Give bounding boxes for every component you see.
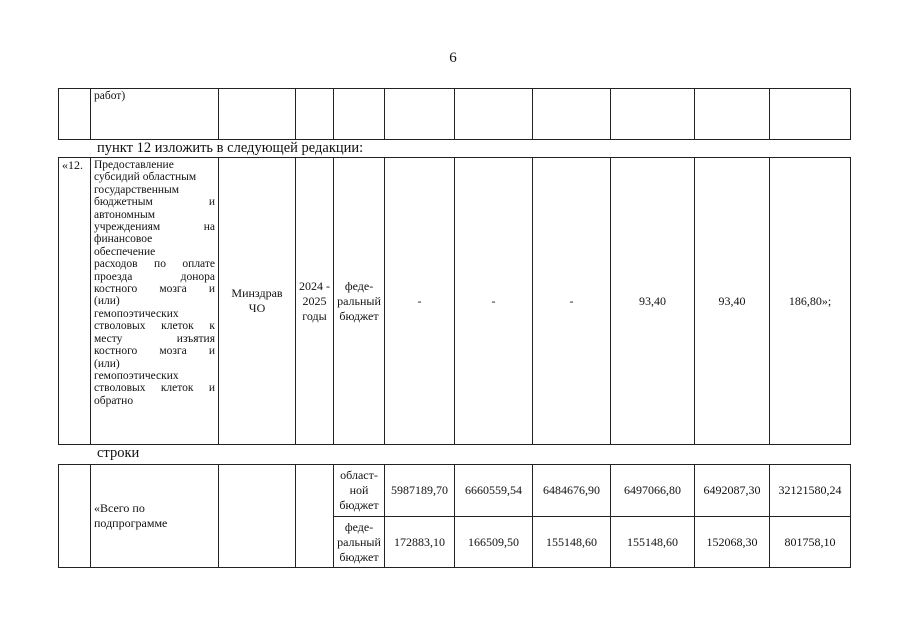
table-cell bbox=[219, 465, 296, 568]
funding-source-cell bbox=[334, 517, 385, 568]
description-line: автономным bbox=[94, 208, 155, 221]
table-cell bbox=[385, 89, 455, 140]
description-line: костного мозга и bbox=[94, 345, 215, 358]
value: 166509,50 bbox=[468, 534, 519, 549]
value: 6492087,30 bbox=[703, 483, 761, 497]
value: 801758,10 bbox=[784, 534, 836, 549]
value: 6484676,90 bbox=[543, 483, 600, 497]
table-cell bbox=[533, 89, 611, 140]
value: 155148,60 bbox=[546, 534, 597, 549]
value-cell bbox=[385, 158, 455, 445]
description-line: стволовых клеток и bbox=[94, 382, 215, 395]
description-line: (или) bbox=[94, 357, 120, 370]
period: 2024 - 2025 годы bbox=[299, 278, 330, 323]
description-line: проезда донора bbox=[94, 270, 215, 283]
value: - bbox=[491, 293, 496, 308]
value-cell bbox=[385, 465, 455, 517]
value-cell bbox=[695, 158, 770, 445]
value-cell bbox=[455, 517, 533, 568]
description-line: (или) bbox=[94, 295, 120, 308]
value: 6497066,80 bbox=[624, 483, 681, 497]
value-cell bbox=[533, 465, 611, 517]
description-cell bbox=[91, 158, 219, 445]
table-cell bbox=[611, 89, 695, 140]
table-row bbox=[59, 158, 851, 445]
table-subprogram-total bbox=[58, 464, 851, 568]
value: - bbox=[569, 293, 574, 308]
value: 152068,30 bbox=[706, 534, 758, 549]
description-line: месту изъятия bbox=[94, 332, 215, 345]
rows-heading: строки bbox=[97, 445, 140, 461]
table-cell bbox=[219, 89, 296, 140]
table-cell bbox=[59, 465, 91, 568]
funding-source: феде-ральный бюджет bbox=[337, 278, 381, 323]
description-line: учреждениям на bbox=[94, 221, 215, 234]
value-cell bbox=[695, 517, 770, 568]
value-cell bbox=[770, 158, 851, 445]
value: 5987189,70 bbox=[391, 483, 448, 497]
value-cell bbox=[611, 517, 695, 568]
table-cell bbox=[296, 89, 334, 140]
amendment-heading: пункт 12 изложить в следующей редакции: bbox=[97, 140, 364, 156]
executor: Минздрав ЧО bbox=[231, 286, 283, 315]
table-item-12 bbox=[58, 157, 851, 445]
description-line: стволовых клеток к bbox=[94, 320, 215, 333]
funding-source: феде-ральный бюджет bbox=[337, 519, 381, 564]
description-line: государственным bbox=[94, 183, 180, 196]
executor-cell bbox=[219, 158, 296, 445]
table-cell bbox=[334, 89, 385, 140]
table-row bbox=[59, 465, 851, 517]
value: 172883,10 bbox=[394, 534, 445, 549]
description-line: гемопоэтических bbox=[94, 369, 179, 382]
value-cell bbox=[770, 465, 851, 517]
value: 93,40 bbox=[639, 293, 666, 308]
value: 93,40 bbox=[718, 293, 746, 308]
table-cell bbox=[296, 465, 334, 568]
item-description bbox=[91, 158, 218, 408]
period-cell bbox=[296, 158, 334, 445]
description-line: гемопоэтических bbox=[94, 307, 179, 320]
item-number-cell bbox=[59, 158, 91, 445]
value: 32121580,24 bbox=[778, 483, 842, 497]
description-line: расходов по оплате bbox=[94, 258, 215, 271]
continued-text: работ) bbox=[94, 90, 126, 102]
value-cell bbox=[533, 158, 611, 445]
total-label-cell bbox=[91, 465, 219, 568]
value-cell bbox=[770, 517, 851, 568]
value-cell bbox=[611, 465, 695, 517]
table-row bbox=[59, 89, 851, 140]
value-cell bbox=[455, 158, 533, 445]
item-number: «12. bbox=[62, 158, 83, 172]
funding-source-cell bbox=[334, 158, 385, 445]
table-cell bbox=[695, 89, 770, 140]
description-line: финансовое bbox=[94, 233, 153, 246]
value-cell bbox=[611, 158, 695, 445]
description-line: Предоставление bbox=[94, 159, 174, 171]
description-line: бюджетным и bbox=[94, 196, 215, 209]
description-line: субсидий областным bbox=[94, 171, 197, 184]
funding-source: област-ной бюджет bbox=[339, 468, 379, 512]
table-continuation bbox=[58, 88, 851, 140]
table-cell bbox=[770, 89, 851, 140]
value: 155148,60 bbox=[627, 534, 678, 549]
total-label: «Всего по подпрограмме bbox=[94, 501, 168, 530]
value: 186,80»; bbox=[788, 293, 832, 308]
description-line: костного мозга и bbox=[94, 283, 215, 296]
value: 6660559,54 bbox=[465, 483, 522, 497]
description-line: обратно bbox=[94, 394, 134, 407]
value-cell bbox=[695, 465, 770, 517]
page-number: 6 bbox=[449, 50, 457, 66]
value-cell bbox=[385, 517, 455, 568]
table-cell bbox=[59, 89, 91, 140]
funding-source-cell bbox=[334, 465, 385, 517]
value-cell bbox=[455, 465, 533, 517]
value: - bbox=[417, 293, 422, 308]
value-cell bbox=[533, 517, 611, 568]
table-cell bbox=[455, 89, 533, 140]
description-line: обеспечение bbox=[94, 245, 156, 258]
table-cell bbox=[91, 89, 219, 140]
